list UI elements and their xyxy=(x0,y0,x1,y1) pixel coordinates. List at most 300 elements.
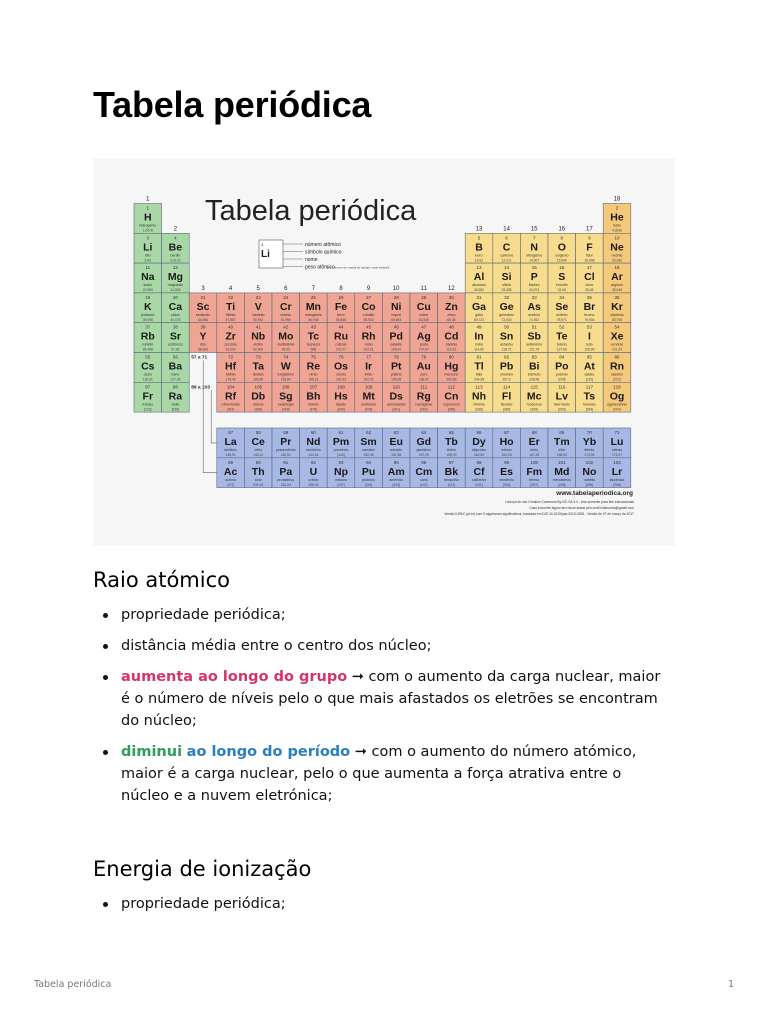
group-number: 11 xyxy=(420,285,427,292)
atomic-number: 95 xyxy=(393,459,399,465)
element-symbol: Pa xyxy=(279,465,293,478)
group-number: 16 xyxy=(558,226,566,233)
atomic-number: 26 xyxy=(338,294,344,300)
element-symbol: Bh xyxy=(306,390,321,403)
atomic-weight: 55,845 xyxy=(335,317,347,322)
element-symbol: Ta xyxy=(252,360,264,373)
atomic-number: 61 xyxy=(338,430,344,435)
atomic-number: 52 xyxy=(559,324,565,330)
atomic-weight: 204,38 xyxy=(473,377,485,382)
element-symbol: In xyxy=(474,330,484,343)
atomic-number: 17 xyxy=(586,265,592,271)
atomic-weight: 58,693 xyxy=(391,317,402,322)
group-number: 2 xyxy=(173,226,178,233)
atomic-weight: [278] xyxy=(364,407,373,412)
atomic-weight: 65,38 xyxy=(447,317,456,322)
element-name: silício xyxy=(502,283,512,288)
element-symbol: Mt xyxy=(362,390,375,403)
element-name: férmio xyxy=(529,477,540,482)
atomic-number: 63 xyxy=(393,430,399,435)
atomic-number: 56 xyxy=(172,354,178,360)
atomic-weight: 144,24 xyxy=(308,453,319,457)
atomic-weight: 192,22 xyxy=(363,377,374,382)
element-name: titânio xyxy=(225,312,236,317)
atomic-number: 7 xyxy=(532,235,536,241)
element-symbol: Mc xyxy=(526,390,542,403)
group-number: 17 xyxy=(586,226,593,233)
atomic-number: 108 xyxy=(337,384,345,390)
element-symbol: Os xyxy=(333,360,349,373)
element-name: estanho xyxy=(500,342,513,347)
element-name: lítio xyxy=(145,253,151,258)
atomic-number: 89 xyxy=(228,459,234,465)
atomic-weight: 168,93 xyxy=(556,453,567,457)
atomic-number: 29 xyxy=(421,294,427,300)
atomic-number: 42 xyxy=(283,324,289,330)
element-name: gadolínio xyxy=(416,448,432,452)
element-symbol: Pb xyxy=(499,360,514,373)
element-name: radônio xyxy=(611,372,623,377)
element-name: irídio xyxy=(364,372,373,377)
atomic-number: 64 xyxy=(421,430,427,435)
atomic-weight: [252] xyxy=(502,482,511,487)
highlight-group: aumenta ao longo do grupo xyxy=(121,669,348,685)
element-name: crômio xyxy=(280,312,292,317)
atomic-number: 87 xyxy=(145,384,151,390)
atomic-weight: [285] xyxy=(447,407,456,412)
element-name: livermório xyxy=(554,402,570,407)
atomic-weight: [289] xyxy=(530,407,538,412)
element-symbol: Fl xyxy=(501,390,512,403)
atomic-weight: 14,007 xyxy=(529,258,540,263)
element-name: tenesso xyxy=(583,402,596,407)
atomic-weight: 10,81 xyxy=(474,258,484,263)
footer-title: Tabela periódica xyxy=(34,979,112,990)
atomic-weight: [269] xyxy=(337,407,345,412)
element-name: polônio xyxy=(556,372,568,377)
element-name: hélio xyxy=(613,223,621,228)
atomic-number: 85 xyxy=(586,354,592,360)
atomic-number: 41 xyxy=(255,324,261,330)
element-symbol: Nh xyxy=(472,390,486,403)
atomic-number: 93 xyxy=(338,459,344,465)
page-number: 1 xyxy=(727,979,734,990)
atomic-number: 31 xyxy=(476,294,482,300)
element-symbol: H xyxy=(144,211,152,224)
atomic-number: 59 xyxy=(283,430,289,435)
atomic-number: 6 xyxy=(505,235,508,241)
element-name: praseodímio xyxy=(275,448,296,452)
element-symbol: Ca xyxy=(168,300,183,313)
atomic-weight: 85,468 xyxy=(142,347,153,352)
actinide-ref: 89 a 103 xyxy=(191,385,210,391)
element-symbol: Cf xyxy=(473,465,485,478)
element-symbol: Lv xyxy=(555,390,568,403)
atomic-number: 97 xyxy=(448,459,454,465)
atomic-number: 45 xyxy=(366,324,372,330)
element-symbol: Sb xyxy=(527,330,541,343)
element-name: mendelévio xyxy=(552,477,571,482)
element-name: lutécio xyxy=(611,448,623,452)
highlight-diminui: diminui xyxy=(121,744,183,760)
element-symbol: Na xyxy=(141,271,155,284)
atomic-number: 115 xyxy=(530,384,538,390)
atomic-weight: 101,07 xyxy=(335,347,347,352)
element-name: bário xyxy=(171,372,180,377)
element-name: berquélio xyxy=(444,477,459,482)
atomic-number: 96 xyxy=(421,459,427,465)
atomic-number: 88 xyxy=(172,384,178,390)
element-name: magnésio xyxy=(167,283,184,288)
fblock-connector xyxy=(203,361,217,473)
element-symbol: O xyxy=(557,241,566,254)
atomic-weight: 127,60 xyxy=(556,347,567,352)
element-name: sódio xyxy=(143,283,153,288)
element-symbol: Dy xyxy=(472,436,486,448)
atomic-number: 22 xyxy=(228,294,234,300)
element-name: laurêncio xyxy=(609,477,625,482)
element-name: bromo xyxy=(584,312,595,317)
atomic-weight: 157,25 xyxy=(418,453,429,457)
element-symbol: Bi xyxy=(528,360,540,373)
atomic-number: 77 xyxy=(366,354,372,360)
element-name: rubídio xyxy=(142,342,154,347)
highlight-periodo: ao longo do período xyxy=(186,744,351,760)
list-item: propriedade periódica; xyxy=(93,893,673,915)
atomic-weight: [244] xyxy=(364,482,373,487)
element-symbol: At xyxy=(583,360,595,373)
atomic-weight: [98] xyxy=(310,347,317,352)
atomic-weight: 35,45 xyxy=(585,288,594,293)
element-name: hólmio xyxy=(501,448,512,452)
website-text: www.tabelaperiodica.org xyxy=(556,490,633,497)
atomic-number: 113 xyxy=(475,384,483,390)
element-name: platina xyxy=(390,372,402,377)
element-name: nihônio xyxy=(473,402,485,407)
element-symbol: Pu xyxy=(361,465,376,478)
element-name: rênio xyxy=(309,372,318,377)
atomic-number: 47 xyxy=(421,324,427,330)
element-name: cério xyxy=(254,448,263,452)
atomic-number: 43 xyxy=(310,324,316,330)
element-name: roentgênio xyxy=(415,402,433,407)
atomic-number: 81 xyxy=(476,354,482,360)
atomic-number: 111 xyxy=(420,384,428,390)
element-name: actínio xyxy=(225,477,236,482)
element-symbol: S xyxy=(558,271,566,284)
atomic-weight: 173,05 xyxy=(584,453,595,457)
element-name: neônio xyxy=(611,253,623,258)
list-item: aumenta ao longo do grupo ➞ com o aumento da carga nuclear, maior é o número de níveis pelo o que mais afastados os eletrões se encontram do núcleo; xyxy=(93,666,673,732)
element-symbol: Ne xyxy=(610,241,624,254)
element-symbol: Hg xyxy=(444,360,459,373)
element-name: telúrio xyxy=(556,342,567,347)
atomic-number: 92 xyxy=(310,459,316,465)
element-symbol: Si xyxy=(501,271,512,284)
atomic-number: 24 xyxy=(283,294,289,300)
element-symbol: Ra xyxy=(168,390,183,403)
element-symbol: Tb xyxy=(444,436,458,448)
element-name: alumínio xyxy=(472,283,486,288)
element-symbol: Og xyxy=(609,390,625,403)
element-symbol: Cl xyxy=(584,271,595,284)
atomic-number: 82 xyxy=(504,354,510,360)
atomic-weight: [294] xyxy=(585,407,594,412)
atomic-weight: 208,98 xyxy=(529,377,540,382)
atomic-number: 101 xyxy=(558,459,566,465)
element-symbol: Er xyxy=(528,436,540,448)
atomic-number: 100 xyxy=(530,459,538,465)
element-symbol: Cd xyxy=(444,330,459,343)
atomic-weight: [247] xyxy=(447,482,456,487)
group-number: 4 xyxy=(228,285,233,292)
list-item: diminui ao longo do período ➞ com o aumento do número atómico, maior é a carga nuclear, pelo o que aumenta a força atrativa entre o núcleo e a nuvem eletrónica; xyxy=(93,741,673,807)
element-name: germânio xyxy=(499,312,515,317)
atomic-weight: 44,956 xyxy=(197,317,209,322)
element-symbol: Am xyxy=(387,465,405,478)
atomic-number: 98 xyxy=(476,459,482,465)
element-symbol: C xyxy=(502,241,511,254)
element-symbol: Cu xyxy=(416,300,431,313)
page-title: Tabela periódica xyxy=(93,84,372,125)
element-symbol: Fr xyxy=(142,390,154,403)
atomic-weight: 88,906 xyxy=(197,347,209,352)
atomic-number: 116 xyxy=(558,384,566,390)
element-name: índio xyxy=(475,342,483,347)
atomic-weight: 51,996 xyxy=(280,317,291,322)
element-symbol: W xyxy=(280,360,291,373)
atomic-weight: 164,93 xyxy=(501,453,512,457)
atomic-number: 13 xyxy=(476,265,482,271)
atomic-number: 78 xyxy=(393,354,399,360)
element-name: xenônio xyxy=(610,342,624,347)
element-name: oxigênio xyxy=(555,253,569,258)
atomic-weight: 9,0122 xyxy=(170,258,181,263)
atomic-weight: 232,04 xyxy=(253,482,264,487)
atomic-number: 20 xyxy=(172,294,178,300)
element-symbol: Po xyxy=(555,360,569,373)
legend-label: peso atômico xyxy=(305,264,335,271)
atomic-weight: [226] xyxy=(171,407,180,412)
element-name: disprósio xyxy=(471,448,487,452)
element-symbol: Eu xyxy=(389,436,403,448)
element-name: tálio xyxy=(475,372,483,377)
atomic-weight: 118,71 xyxy=(501,347,512,352)
element-symbol: Xe xyxy=(610,330,624,343)
atomic-weight: 207,2 xyxy=(502,377,511,382)
element-symbol: V xyxy=(254,300,262,313)
atomic-number: 94 xyxy=(366,459,372,465)
element-symbol: Br xyxy=(583,300,596,313)
element-name: itérbio xyxy=(584,448,595,452)
atomic-weight: 180,95 xyxy=(253,377,264,382)
element-name: mercúrio xyxy=(444,372,459,377)
atomic-number: 68 xyxy=(531,430,537,435)
atomic-weight: 24,305 xyxy=(170,288,181,293)
atomic-number: 86 xyxy=(614,354,620,360)
element-name: samário xyxy=(362,448,375,452)
atomic-number: 46 xyxy=(393,324,399,330)
element-symbol: Li xyxy=(143,241,153,254)
element-symbol: Hs xyxy=(334,390,348,403)
atomic-weight: 158,93 xyxy=(446,453,457,457)
atomic-weight: 138,91 xyxy=(225,453,236,457)
element-name: hássio xyxy=(335,402,347,407)
element-symbol: Zn xyxy=(444,300,458,313)
element-name: cobalto xyxy=(362,312,375,317)
group-number: 8 xyxy=(339,285,343,292)
element-name: oganessônio xyxy=(606,402,628,407)
group-number: 9 xyxy=(366,285,371,292)
element-symbol: Kr xyxy=(611,300,623,313)
element-name: bismuto xyxy=(527,372,541,377)
atomic-number: 55 xyxy=(145,354,151,360)
atomic-number: 103 xyxy=(613,459,621,465)
atomic-number: 99 xyxy=(504,459,510,465)
element-symbol: Fe xyxy=(334,300,348,313)
atomic-weight: 83,798 xyxy=(611,317,623,322)
legend-number: 1 xyxy=(261,242,264,247)
element-name: nobélio xyxy=(583,477,596,482)
atomic-weight: 140,91 xyxy=(280,453,291,457)
element-name: boro xyxy=(475,253,483,258)
atomic-weight: [227] xyxy=(226,482,235,487)
atomic-number: 1 xyxy=(146,205,150,211)
element-name: césio xyxy=(143,372,152,377)
atomic-weight: 28,085 xyxy=(501,288,512,293)
atomic-number: 73 xyxy=(255,354,261,360)
element-symbol: Tm xyxy=(553,436,570,448)
atomic-number: 5 xyxy=(477,235,481,241)
element-symbol: Md xyxy=(554,465,570,478)
element-name: prata xyxy=(419,342,428,347)
group-number: 15 xyxy=(530,226,538,233)
atomic-weight: 132,91 xyxy=(142,377,153,382)
atomic-number: 19 xyxy=(145,294,151,300)
atomic-weight: 238,03 xyxy=(308,482,319,487)
element-name: escândio xyxy=(195,312,211,317)
section-heading-energia-ionizacao: Energia de ionização xyxy=(93,857,312,881)
element-name: promécio xyxy=(333,448,349,452)
element-name: fleróvio xyxy=(500,402,513,407)
element-name: darmstádtio xyxy=(386,402,406,407)
element-symbol: Sr xyxy=(169,330,181,343)
atomic-number: 12 xyxy=(172,265,178,271)
atomic-number: 83 xyxy=(531,354,537,360)
element-symbol: Lr xyxy=(611,465,623,478)
atomic-weight: [286] xyxy=(475,407,483,412)
element-name: níquel xyxy=(391,312,402,317)
element-symbol: Re xyxy=(306,360,321,373)
element-symbol: Sc xyxy=(196,300,210,313)
element-name: meitnério xyxy=(361,402,376,407)
atomic-number: 37 xyxy=(145,324,151,330)
element-name: iodo xyxy=(586,342,593,347)
element-symbol: Ga xyxy=(471,300,487,313)
atomic-weight: 39,098 xyxy=(142,317,153,322)
element-name: ferro xyxy=(337,312,345,317)
atomic-weight: 58,933 xyxy=(363,317,374,322)
atomic-weight: 95,95 xyxy=(281,347,290,352)
group-number: 7 xyxy=(311,285,316,292)
atomic-number: 66 xyxy=(476,430,482,435)
element-symbol: Pm xyxy=(332,436,350,448)
atomic-weight: [237] xyxy=(337,482,345,487)
fblock-connector xyxy=(211,390,217,443)
atomic-number: 105 xyxy=(254,384,262,390)
element-symbol: Rf xyxy=(225,390,237,403)
atomic-weight: 1,0078 xyxy=(142,228,153,233)
element-name: ítrio xyxy=(200,342,206,347)
atomic-weight: [243] xyxy=(392,482,400,487)
element-name: érbio xyxy=(530,448,539,452)
periodic-table-graphic xyxy=(93,158,675,546)
atomic-number: 72 xyxy=(228,354,234,360)
element-symbol: Np xyxy=(334,465,348,478)
element-name: háfnio xyxy=(225,372,236,377)
element-name: molibdênio xyxy=(277,342,295,347)
atomic-number: 74 xyxy=(283,354,289,360)
element-name: európio xyxy=(390,448,403,452)
element-name: cúrio xyxy=(419,477,428,482)
atomic-weight: [209] xyxy=(558,377,566,382)
element-symbol: Fm xyxy=(526,465,543,478)
element-symbol: Ba xyxy=(168,360,183,373)
atomic-weight: [145] xyxy=(337,453,345,457)
element-name: califórnio xyxy=(471,477,487,482)
atomic-number: 65 xyxy=(448,430,454,435)
element-symbol: Au xyxy=(416,360,431,373)
element-name: tungstênio xyxy=(277,372,295,377)
atomic-weight: [269] xyxy=(282,407,290,412)
atomic-number: 90 xyxy=(255,459,261,465)
atomic-weight: 50,942 xyxy=(253,317,264,322)
energia-ionizacao-list xyxy=(93,893,673,915)
atomic-number: 18 xyxy=(614,265,620,271)
element-name: frâncio xyxy=(142,402,154,407)
element-name: chumbo xyxy=(500,372,513,377)
element-symbol: Rn xyxy=(610,360,624,373)
element-name: flúor xyxy=(585,253,593,258)
element-name: zircônio xyxy=(224,342,237,347)
atomic-weight: 91,224 xyxy=(225,347,236,352)
element-symbol: Ts xyxy=(583,390,596,403)
atomic-number: 25 xyxy=(310,294,316,300)
atomic-weight: 200,59 xyxy=(446,377,457,382)
lanthanide-ref: 57 a 71 xyxy=(191,355,208,361)
element-name: arsênio xyxy=(528,312,541,317)
element-symbol: Rh xyxy=(361,330,376,343)
element-name: túlio xyxy=(558,448,566,452)
element-symbol: I xyxy=(587,330,591,343)
atomic-number: 14 xyxy=(504,265,510,271)
atomic-weight: 54,938 xyxy=(308,317,319,322)
atomic-number: 34 xyxy=(559,294,565,300)
atomic-weight: 131,29 xyxy=(611,347,623,352)
atomic-number: 58 xyxy=(255,430,261,435)
atomic-number: 11 xyxy=(145,265,151,271)
element-name: neodímio xyxy=(306,448,321,452)
element-name: urânio xyxy=(308,477,319,482)
element-symbol: He xyxy=(610,211,624,224)
atomic-weight: 112,41 xyxy=(446,347,457,352)
group-number: 14 xyxy=(503,226,510,233)
atomic-weight: 178,49 xyxy=(225,377,236,382)
element-symbol: Se xyxy=(555,300,569,313)
atomic-number: 76 xyxy=(338,354,344,360)
element-name: cádmio xyxy=(445,342,458,347)
group-number: 10 xyxy=(392,285,400,292)
